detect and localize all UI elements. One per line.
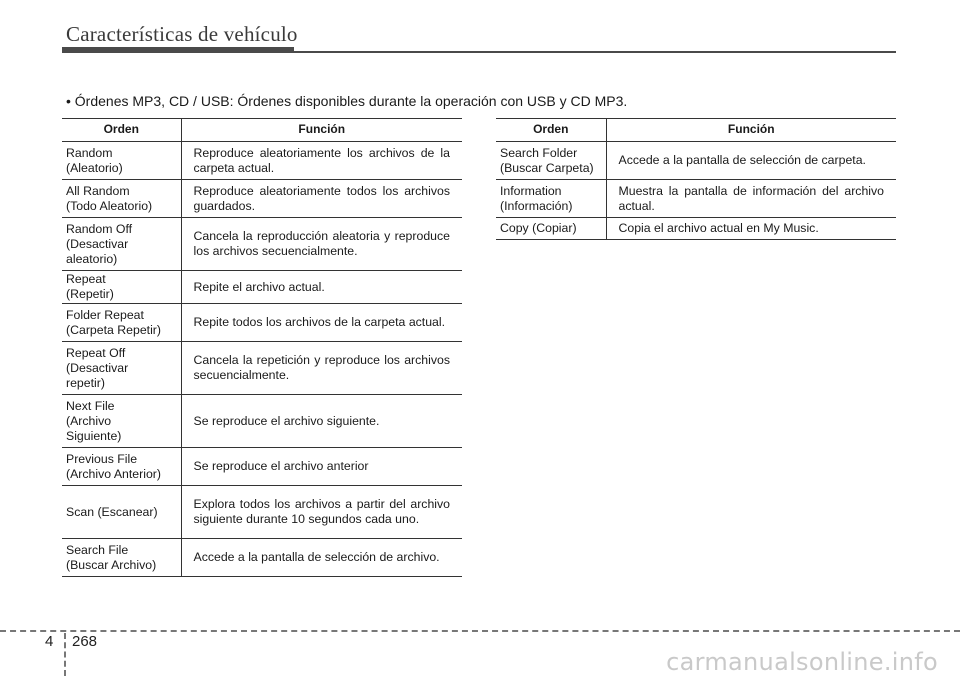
table-row: [496, 142, 896, 180]
orden-cell: [62, 539, 181, 577]
orden-line: Search Folder: [500, 145, 578, 160]
column-header-funcion: Función: [606, 119, 896, 142]
funcion-cell: Reproduce aleatoriamente todos los archivos guardados.: [181, 180, 462, 218]
orden-line: (Todo Aleatorio): [66, 198, 153, 213]
orden-cell: [62, 180, 181, 218]
orden-cell: [62, 342, 181, 395]
orden-line: Search File: [66, 542, 129, 557]
table-row: [496, 180, 896, 218]
orden-line: Folder Repeat: [66, 307, 144, 322]
funcion-cell: Repite el archivo actual.: [181, 271, 462, 304]
commands-table-left: [62, 118, 462, 577]
table-row: [62, 342, 462, 395]
funcion-cell: Se reproduce el archivo siguiente.: [181, 395, 462, 448]
funcion-cell: Se reproduce el archivo anterior: [181, 448, 462, 486]
commands-table-right: [496, 118, 896, 240]
table-row: [62, 218, 462, 271]
funcion-cell: Cancela la repetición y reproduce los archivos secuencialmente.: [181, 342, 462, 395]
intro-text: • Órdenes MP3, CD / USB: Órdenes disponibles durante la operación con USB y CD MP3.: [66, 93, 628, 109]
footer-rule: [0, 630, 960, 632]
orden-line: (Desactivar: [66, 236, 129, 251]
funcion-cell: Accede a la pantalla de selección de archivo.: [181, 539, 462, 577]
orden-cell: [496, 142, 606, 180]
orden-line: (Archivo Anterior): [66, 466, 161, 481]
funcion-cell: Repite todos los archivos de la carpeta actual.: [181, 304, 462, 342]
column-header-orden: Orden: [62, 119, 181, 142]
orden-line: Copy (Copiar): [500, 221, 577, 235]
orden-cell: [62, 271, 181, 304]
chapter-number: 4: [45, 633, 54, 650]
orden-line: Information: [500, 183, 562, 198]
table-row: [62, 486, 462, 539]
funcion-cell: Muestra la pantalla de información del archivo actual.: [606, 180, 896, 218]
orden-line: (Archivo: [66, 413, 112, 428]
watermark: carmanualsonline.info: [666, 648, 938, 676]
orden-line: (Repetir): [66, 287, 114, 301]
table-row: [62, 448, 462, 486]
orden-cell: [62, 395, 181, 448]
orden-line: Scan (Escanear): [66, 504, 158, 519]
orden-line: repetir): [66, 375, 105, 390]
table-row: [496, 218, 896, 240]
funcion-cell: Copia el archivo actual en My Music.: [606, 218, 896, 240]
table-header-row: [62, 119, 462, 142]
table-row: [62, 142, 462, 180]
orden-cell: [496, 218, 606, 240]
orden-line: aleatorio): [66, 251, 118, 266]
page-number: 268: [72, 633, 98, 650]
orden-cell: [62, 486, 181, 539]
commands-table-left-body: [62, 142, 462, 577]
funcion-cell: Accede a la pantalla de selección de carpeta.: [606, 142, 896, 180]
orden-line: Random: [66, 145, 113, 160]
orden-line: (Buscar Carpeta): [500, 160, 594, 175]
orden-line: Next File: [66, 398, 115, 413]
table-row: [62, 304, 462, 342]
orden-line: Previous File: [66, 451, 138, 466]
funcion-cell: Explora todos los archivos a partir del archivo siguiente durante 10 segundos cada uno.: [181, 486, 462, 539]
orden-line: Random Off: [66, 221, 133, 236]
table-row: [62, 271, 462, 304]
orden-line: (Aleatorio): [66, 160, 123, 175]
orden-line: (Información): [500, 198, 573, 213]
orden-line: (Desactivar: [66, 360, 129, 375]
table-header-row: [496, 119, 896, 142]
orden-cell: [62, 448, 181, 486]
orden-line: Repeat: [66, 272, 106, 286]
table-row: [62, 180, 462, 218]
orden-line: Siguiente): [66, 428, 122, 443]
table-row: [62, 395, 462, 448]
column-header-funcion: Función: [181, 119, 462, 142]
funcion-cell: Reproduce aleatoriamente los archivos de la carpeta actual.: [181, 142, 462, 180]
orden-line: Repeat Off: [66, 345, 126, 360]
commands-table-right-body: [496, 142, 896, 240]
page-header-title: Características de vehículo: [66, 22, 298, 46]
orden-line: All Random: [66, 183, 130, 198]
header-rule: [62, 51, 896, 53]
orden-cell: [62, 142, 181, 180]
orden-line: (Carpeta Repetir): [66, 322, 161, 337]
orden-cell: [496, 180, 606, 218]
orden-line: (Buscar Archivo): [66, 557, 157, 572]
footer-divider: [64, 633, 66, 676]
table-row: [62, 539, 462, 577]
column-header-orden: Orden: [496, 119, 606, 142]
orden-cell: [62, 218, 181, 271]
orden-cell: [62, 304, 181, 342]
funcion-cell: Cancela la reproducción aleatoria y reproduce los archivos secuencialmente.: [181, 218, 462, 271]
